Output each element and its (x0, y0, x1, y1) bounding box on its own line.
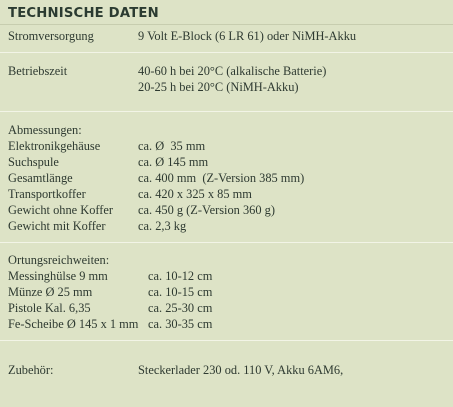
ranges-heading: Ortungsreichweiten: (8, 253, 110, 267)
dimension-value: ca. 2,3 kg (138, 219, 187, 233)
divider (0, 24, 453, 25)
dimension-row (8, 138, 447, 154)
dimension-row (8, 218, 447, 234)
ranges-block (8, 252, 447, 332)
dimension-label: Gewicht ohne Koffer (8, 203, 114, 217)
dimension-value: ca. 420 x 325 x 85 mm (138, 187, 252, 201)
range-label: Münze Ø 25 mm (8, 285, 93, 299)
dimension-value: ca. 450 g (Z-Version 360 g) (138, 203, 275, 217)
divider (0, 340, 453, 341)
range-row (8, 300, 447, 316)
range-label: Pistole Kal. 6,35 (8, 301, 91, 315)
range-row (8, 268, 447, 284)
dimension-label: Suchspule (8, 155, 59, 169)
range-row (8, 284, 447, 300)
accessories-row (8, 362, 447, 378)
dimension-row (8, 202, 447, 218)
dimension-value: ca. 400 mm (Z-Version 385 mm) (138, 171, 305, 185)
divider (0, 52, 453, 53)
power-label: Stromversorgung (8, 29, 94, 43)
power-row (8, 28, 447, 44)
runtime-value-1: 40-60 h bei 20°C (alkalische Batterie) (138, 64, 327, 78)
range-value: ca. 30-35 cm (148, 317, 213, 331)
divider (0, 111, 453, 112)
dimension-label: Transportkoffer (8, 187, 86, 201)
section-title: TECHNISCHE DATEN (8, 6, 159, 21)
dimension-row (8, 170, 447, 186)
dimensions-block (8, 122, 447, 234)
range-value: ca. 10-12 cm (148, 269, 213, 283)
range-value: ca. 25-30 cm (148, 301, 213, 315)
range-row (8, 316, 447, 332)
runtime-value-2: 20-25 h bei 20°C (NiMH-Akku) (138, 80, 299, 94)
range-label: Fe-Scheibe Ø 145 x 1 mm (8, 317, 139, 331)
accessories-value: Steckerlader 230 od. 110 V, Akku 6AM6, (138, 363, 344, 377)
dimension-label: Elektronikgehäuse (8, 139, 101, 153)
runtime-row (8, 63, 447, 95)
runtime-label: Betriebszeit (8, 64, 68, 78)
dimension-row (8, 154, 447, 170)
dimension-row (8, 186, 447, 202)
range-value: ca. 10-15 cm (148, 285, 213, 299)
dimension-value: ca. Ø 35 mm (138, 139, 206, 153)
accessories-label: Zubehör: (8, 363, 54, 377)
dimension-label: Gesamtlänge (8, 171, 73, 185)
power-value: 9 Volt E-Block (6 LR 61) oder NiMH-Akku (138, 29, 357, 43)
divider (0, 242, 453, 243)
dimensions-heading: Abmessungen: (8, 123, 82, 137)
dimension-value: ca. Ø 145 mm (138, 155, 209, 169)
range-label: Messinghülse 9 mm (8, 269, 108, 283)
dimension-label: Gewicht mit Koffer (8, 219, 106, 233)
